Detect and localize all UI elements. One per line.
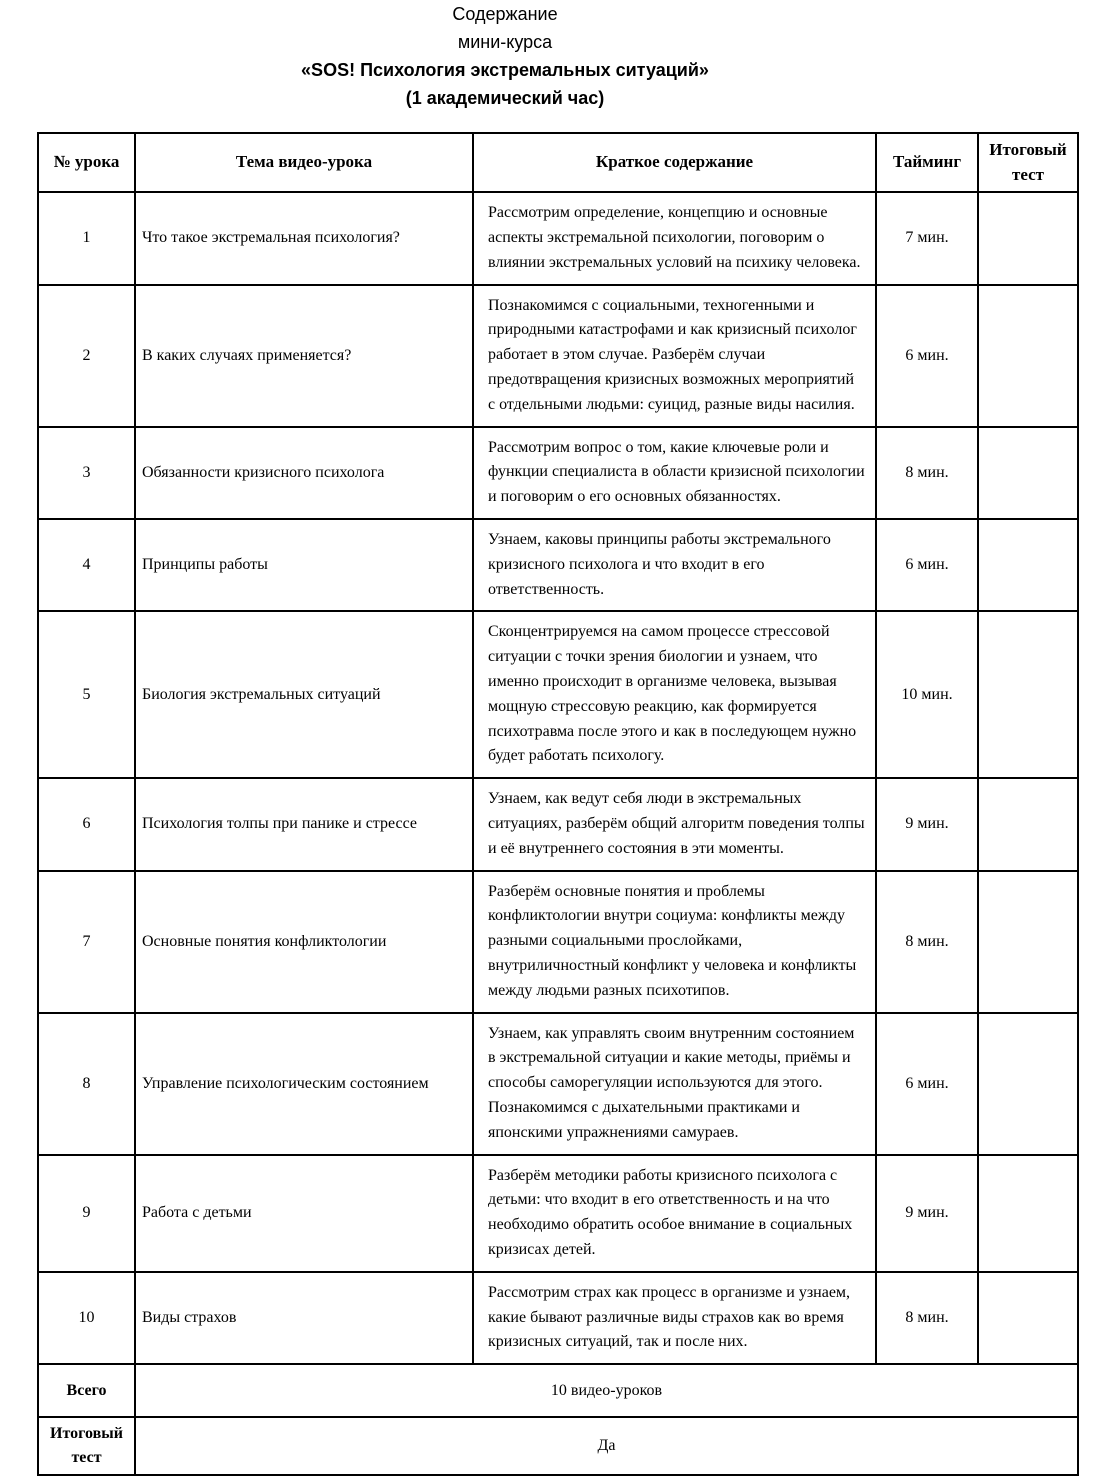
page-title: [0, 0, 1010, 109]
lesson-number: 1: [38, 192, 135, 284]
table-row: [38, 1013, 1078, 1155]
course-contents-table: [37, 132, 1079, 1476]
lesson-summary: Разберём основные понятия и проблемы конфликтологии внутри социума: конфликты между разными социальными прослойками, внутриличностный конфликт у человека и конфликты между людьми разных психотипов.: [473, 871, 876, 1013]
table-row: [38, 285, 1078, 427]
table-footer-total-row: [38, 1364, 1078, 1417]
lesson-timing: 10 мин.: [876, 611, 978, 778]
title-line-course-name: «SOS! Психология экстремальных ситуаций»: [301, 60, 709, 80]
column-header-timing: Тайминг: [876, 133, 978, 192]
lesson-number: 10: [38, 1272, 135, 1364]
lesson-test-cell: [978, 1155, 1078, 1272]
lesson-topic: Работа с детьми: [135, 1155, 473, 1272]
lesson-topic: Обязанности кризисного психолога: [135, 427, 473, 519]
lesson-test-cell: [978, 519, 1078, 611]
lesson-summary: Узнаем, как ведут себя люди в экстремальных ситуациях, разберём общий алгоритм поведения толпы и её внутреннего состояния в эти моменты.: [473, 778, 876, 870]
lesson-test-cell: [978, 871, 1078, 1013]
table-row: [38, 519, 1078, 611]
lesson-summary: Сконцентрируемся на самом процессе стрессовой ситуации с точки зрения биологии и узнаем, что именно происходит в организме человека, вызывая мощную стрессовую реакцию, как формируется психотравма после этого и как в последующем нужно будет работать психологу.: [473, 611, 876, 778]
table-row: [38, 871, 1078, 1013]
lesson-summary: Рассмотрим вопрос о том, какие ключевые роли и функции специалиста в области кризисной психологии и поговорим о его основных обязанностях.: [473, 427, 876, 519]
lesson-timing: 7 мин.: [876, 192, 978, 284]
lesson-topic: Основные понятия конфликтологии: [135, 871, 473, 1013]
lesson-number: 3: [38, 427, 135, 519]
lesson-topic: Управление психологическим состоянием: [135, 1013, 473, 1155]
lesson-test-cell: [978, 1013, 1078, 1155]
footer-total-label: Всего: [38, 1364, 135, 1417]
table-row: [38, 427, 1078, 519]
lesson-number: 5: [38, 611, 135, 778]
table-row: [38, 778, 1078, 870]
table-row: [38, 1272, 1078, 1364]
lesson-summary: Рассмотрим страх как процесс в организме и узнаем, какие бывают различные виды страхов как во время кризисных ситуаций, так и после них.: [473, 1272, 876, 1364]
lesson-timing: 9 мин.: [876, 778, 978, 870]
footer-final-test-value: Да: [135, 1417, 1078, 1475]
lesson-topic: Принципы работы: [135, 519, 473, 611]
lesson-summary: Узнаем, как управлять своим внутренним состоянием в экстремальной ситуации и какие методы, приёмы и способы саморегуляции используются для этого. Познакомимся с дыхательными практиками и японскими упражнениями самураев.: [473, 1013, 876, 1155]
lesson-summary: Разберём методики работы кризисного психолога с детьми: что входит в его ответственность и на что необходимо обратить особое внимание в социальных кризисах детей.: [473, 1155, 876, 1272]
title-line-contents: Содержание: [452, 4, 558, 24]
lesson-test-cell: [978, 285, 1078, 427]
lesson-timing: 6 мин.: [876, 519, 978, 611]
lesson-test-cell: [978, 778, 1078, 870]
lesson-test-cell: [978, 427, 1078, 519]
lesson-test-cell: [978, 611, 1078, 778]
lesson-number: 4: [38, 519, 135, 611]
title-line-duration: (1 академический час): [405, 88, 605, 108]
lesson-topic: Виды страхов: [135, 1272, 473, 1364]
lesson-summary: Рассмотрим определение, концепцию и основные аспекты экстремальной психологии, поговорим о влиянии экстремальных условий на психику человека.: [473, 192, 876, 284]
footer-total-value: 10 видео-уроков: [135, 1364, 1078, 1417]
lesson-summary: Познакомимся с социальными, техногенными и природными катастрофами и как кризисный психолог работает в этом случае. Разберём случаи предотвращения кризисных возможных мероприятий с отдельными людьми: суицид, разные виды насилия.: [473, 285, 876, 427]
lesson-test-cell: [978, 1272, 1078, 1364]
lesson-summary: Узнаем, каковы принципы работы экстремального кризисного психолога и что входит в его ответственность.: [473, 519, 876, 611]
table-row: [38, 192, 1078, 284]
lesson-timing: 9 мин.: [876, 1155, 978, 1272]
lesson-topic: Психология толпы при панике и стрессе: [135, 778, 473, 870]
column-header-summary: Краткое содержание: [473, 133, 876, 192]
lesson-topic: В каких случаях применяется?: [135, 285, 473, 427]
lesson-test-cell: [978, 192, 1078, 284]
lesson-timing: 6 мин.: [876, 1013, 978, 1155]
lesson-number: 2: [38, 285, 135, 427]
table-footer-final-test-row: [38, 1417, 1078, 1475]
footer-final-test-label: Итоговый тест: [38, 1417, 135, 1475]
table-header-row: [38, 133, 1078, 192]
column-header-lesson-number: № урока: [38, 133, 135, 192]
lesson-number: 6: [38, 778, 135, 870]
lesson-topic: Биология экстремальных ситуаций: [135, 611, 473, 778]
lesson-timing: 6 мин.: [876, 285, 978, 427]
table-row: [38, 611, 1078, 778]
lesson-timing: 8 мин.: [876, 1272, 978, 1364]
column-header-topic: Тема видео-урока: [135, 133, 473, 192]
title-line-course: мини-курса: [457, 32, 553, 52]
lesson-timing: 8 мин.: [876, 871, 978, 1013]
lesson-number: 9: [38, 1155, 135, 1272]
lesson-number: 7: [38, 871, 135, 1013]
lesson-topic: Что такое экстремальная психология?: [135, 192, 473, 284]
column-header-final-test: Итоговый тест: [978, 133, 1078, 192]
lesson-number: 8: [38, 1013, 135, 1155]
lesson-timing: 8 мин.: [876, 427, 978, 519]
table-row: [38, 1155, 1078, 1272]
